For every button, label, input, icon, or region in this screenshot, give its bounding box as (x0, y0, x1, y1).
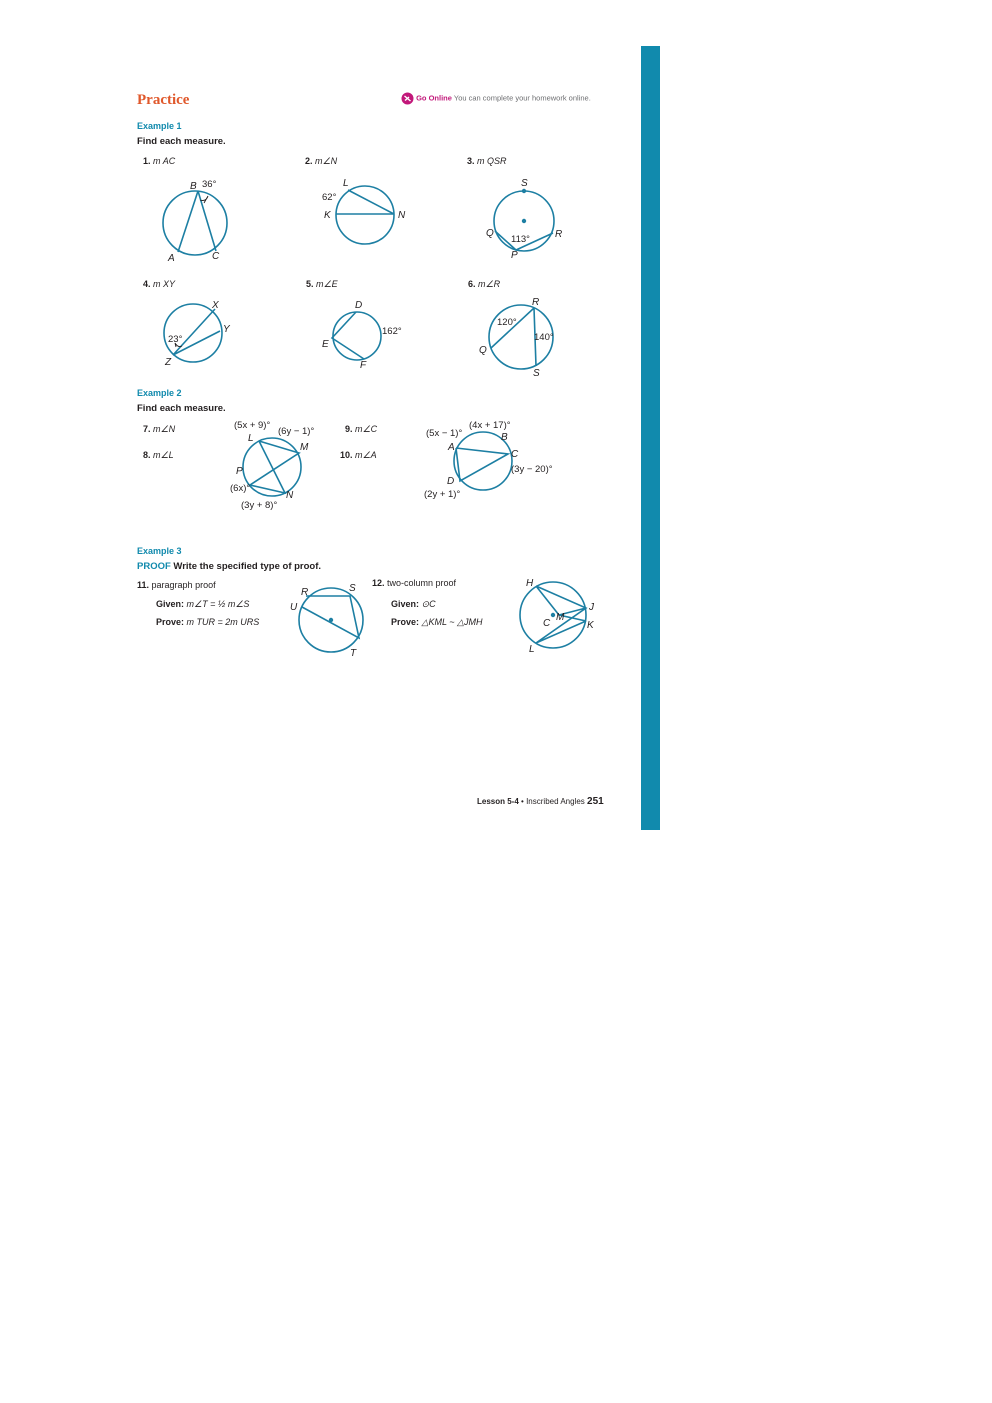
problem-10: 10. m∠A (340, 450, 377, 460)
figure-4-circle-diagram (155, 295, 245, 375)
problem-8: 8. m∠L (143, 450, 174, 460)
svg-text:36°: 36° (202, 179, 217, 190)
problem-2: 2. m∠N (305, 156, 338, 166)
figure-11-circle-diagram (286, 580, 376, 660)
svg-text:K: K (324, 210, 331, 221)
svg-text:L: L (343, 178, 349, 189)
svg-text:Z: Z (165, 357, 172, 368)
svg-text:Q: Q (479, 345, 487, 356)
svg-text:Q: Q (486, 228, 494, 239)
problem-11: 11. paragraph proof (137, 580, 216, 590)
problem-12: 12. two-column proof (372, 578, 457, 588)
problem-11-given: Given: m∠T = ½ m∠S (156, 599, 250, 609)
svg-text:162°: 162° (382, 326, 402, 337)
example-3-label: Example 3 (137, 546, 182, 556)
page-number: 251 (587, 796, 604, 807)
problem-4: 4. m XY (143, 279, 176, 289)
svg-text:S: S (521, 178, 528, 189)
svg-text:A: A (448, 442, 455, 453)
problem-12-given: Given: ⊙C (391, 599, 436, 609)
svg-text:B: B (501, 432, 508, 443)
svg-text:L: L (248, 433, 254, 444)
figure-7-8-circle-diagram (228, 417, 333, 517)
svg-text:E: E (322, 339, 329, 350)
svg-text:N: N (398, 210, 406, 221)
svg-text:P: P (236, 466, 243, 477)
figure-6-circle-diagram (478, 294, 568, 379)
svg-text:(3y + 8)°: (3y + 8)° (241, 500, 278, 511)
problem-11-prove: Prove: m TUR = 2m URS (156, 617, 260, 627)
svg-text:M: M (556, 612, 565, 623)
figure-3-circle-diagram (482, 175, 572, 265)
svg-text:113°: 113° (511, 234, 530, 245)
svg-text:D: D (447, 476, 455, 487)
svg-text:C: C (212, 251, 220, 262)
svg-text:S: S (349, 583, 356, 594)
footer-topic: Inscribed Angles (526, 797, 585, 806)
svg-text:(6y − 1)°: (6y − 1)° (278, 426, 315, 437)
svg-text:R: R (555, 229, 563, 240)
example-1-instruction: Find each measure. (137, 136, 226, 147)
svg-text:D: D (355, 300, 363, 311)
problem-6: 6. m∠R (468, 279, 501, 289)
figure-9-10-circle-diagram (420, 417, 565, 512)
svg-text:S: S (533, 368, 540, 379)
figure-2-circle-diagram (318, 175, 413, 255)
svg-text:(5x + 9)°: (5x + 9)° (234, 420, 271, 431)
example-3-instruction: PROOF Write the specified type of proof. (137, 561, 322, 572)
svg-text:J: J (589, 602, 594, 613)
figure-1-circle-diagram (150, 175, 240, 265)
problem-12-prove: Prove: △KML ~ △JMH (391, 617, 483, 627)
svg-text:X: X (212, 300, 219, 311)
svg-text:A: A (168, 253, 175, 264)
problem-9: 9. m∠C (345, 424, 378, 434)
svg-text:K: K (587, 620, 594, 631)
svg-text:B: B (190, 181, 197, 192)
footer-lesson: Lesson 5-4 (477, 797, 519, 806)
problem-5: 5. m∠E (306, 279, 338, 289)
svg-text:(4x + 17)°: (4x + 17)° (469, 420, 511, 431)
footer-separator: • (521, 797, 524, 806)
svg-text:R: R (301, 587, 309, 598)
example-2-label: Example 2 (137, 388, 182, 398)
svg-text:H: H (526, 578, 534, 589)
svg-text:62°: 62° (322, 192, 337, 203)
svg-text:(3y − 20)°: (3y − 20)° (511, 464, 553, 475)
svg-text:Y: Y (223, 324, 230, 335)
svg-text:120°: 120° (497, 317, 517, 328)
page-title: Practice (137, 92, 190, 108)
figure-12-circle-diagram (510, 575, 605, 660)
figure-5-circle-diagram (320, 296, 410, 376)
svg-text:23°: 23° (168, 334, 183, 345)
side-color-bar (641, 46, 660, 830)
svg-text:(5x − 1)°: (5x − 1)° (426, 428, 463, 439)
go-online-link[interactable]: Go Online (416, 93, 452, 103)
example-1-label: Example 1 (137, 121, 182, 131)
problem-3: 3. m QSR (467, 156, 507, 166)
problem-1: 1. m AC (143, 156, 176, 166)
svg-text:U: U (290, 602, 298, 613)
go-online-icon (401, 92, 414, 105)
svg-text:L: L (529, 644, 535, 655)
svg-text:F: F (360, 360, 367, 371)
go-online-note (401, 92, 591, 105)
svg-text:(6x)°: (6x)° (230, 483, 251, 494)
svg-text:T: T (350, 648, 357, 659)
svg-text:C: C (543, 618, 551, 629)
svg-text:P: P (511, 250, 518, 261)
svg-text:140°: 140° (534, 332, 554, 343)
svg-text:(2y + 1)°: (2y + 1)° (424, 489, 461, 500)
go-online-text: You can complete your homework online. (453, 93, 591, 103)
svg-text:R: R (532, 297, 540, 308)
example-2-instruction: Find each measure. (137, 403, 226, 414)
svg-text:M: M (300, 442, 309, 453)
svg-text:N: N (286, 490, 294, 501)
problem-7: 7. m∠N (143, 424, 176, 434)
page-footer (477, 796, 604, 807)
svg-text:C: C (511, 449, 519, 460)
